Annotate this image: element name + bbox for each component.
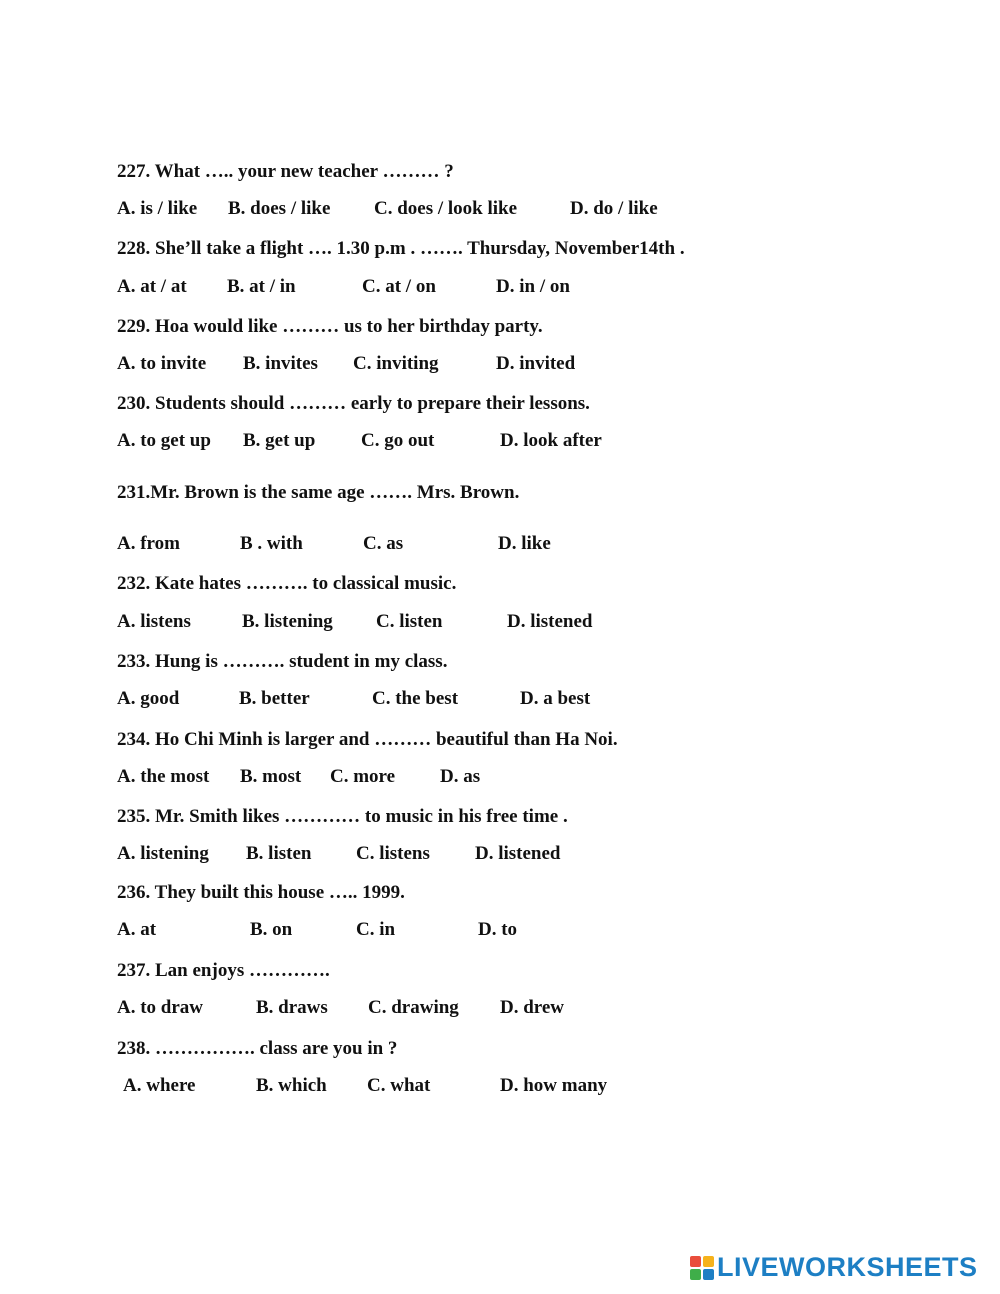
option-d[interactable]: D. drew [500, 997, 565, 1018]
option-c[interactable]: C. what [367, 1075, 431, 1096]
option-d[interactable]: D. invited [496, 353, 576, 374]
option-c[interactable]: C. inviting [353, 353, 439, 374]
option-b[interactable]: B. which [256, 1075, 327, 1096]
option-b[interactable]: B . with [240, 533, 303, 554]
liveworksheets-logo [690, 1252, 978, 1283]
logo-square-green [690, 1269, 701, 1280]
option-c[interactable]: C. go out [361, 430, 435, 451]
option-a[interactable]: A. listening [117, 843, 209, 864]
option-b[interactable]: B. listening [242, 611, 333, 632]
option-a[interactable]: A. to draw [117, 997, 204, 1018]
option-b[interactable]: B. better [239, 688, 310, 709]
logo-square-red [690, 1256, 701, 1267]
option-c[interactable]: C. at / on [362, 276, 436, 297]
option-b[interactable]: B. listen [246, 843, 312, 864]
option-a[interactable]: A. the most [117, 766, 210, 787]
option-c[interactable]: C. in [356, 919, 396, 940]
question-233: 233. Hung is ………. student in my class. [117, 651, 448, 672]
option-a[interactable]: A. from [117, 533, 180, 554]
logo-square-blue [703, 1269, 714, 1280]
option-a[interactable]: A. to invite [117, 353, 207, 374]
question-235: 235. Mr. Smith likes ………… to music in his free time . [117, 806, 568, 827]
logo-text: LIVEWORKSHEETS [717, 1252, 978, 1282]
option-b[interactable]: B. on [250, 919, 293, 940]
option-c[interactable]: C. more [330, 766, 396, 787]
options-238 [117, 1074, 608, 1194]
option-c[interactable]: C. listen [376, 611, 443, 632]
option-c[interactable]: C. drawing [368, 997, 459, 1018]
question-237: 237. Lan enjoys …………. [117, 960, 330, 981]
question-228: 228. She’ll take a flight …. 1.30 p.m . ……. Thursday, November14th . [117, 238, 685, 259]
question-231: 231.Mr. Brown is the same age ……. Mrs. Brown. [117, 482, 520, 503]
option-c[interactable]: C. the best [372, 688, 459, 709]
option-d[interactable]: D. do / like [570, 198, 658, 219]
option-a[interactable]: A. to get up [117, 430, 211, 451]
option-b[interactable]: B. get up [243, 430, 316, 451]
option-a[interactable]: A. listens [117, 611, 191, 632]
question-238: 238. ……………. class are you in ? [117, 1038, 398, 1059]
option-d[interactable]: D. in / on [496, 276, 570, 297]
option-d[interactable]: D. like [498, 533, 551, 554]
question-229: 229. Hoa would like ……… us to her birthday party. [117, 316, 543, 337]
option-d[interactable]: D. as [440, 766, 481, 787]
question-236: 236. They built this house ….. 1999. [117, 882, 405, 903]
question-234: 234. Ho Chi Minh is larger and ……… beautiful than Ha Noi. [117, 729, 618, 750]
option-b[interactable]: B. invites [243, 353, 318, 374]
logo-mark-icon [690, 1256, 714, 1280]
option-d[interactable]: D. how many [500, 1075, 608, 1096]
option-d[interactable]: D. listened [475, 843, 561, 864]
option-a[interactable]: A. at [117, 919, 157, 940]
option-b[interactable]: B. draws [256, 997, 328, 1018]
option-c[interactable]: C. listens [356, 843, 430, 864]
option-b[interactable]: B. at / in [227, 276, 296, 297]
option-b[interactable]: B. does / like [228, 198, 331, 219]
question-230: 230. Students should ……… early to prepare their lessons. [117, 393, 590, 414]
option-d[interactable]: D. look after [500, 430, 602, 451]
option-a[interactable]: A. good [117, 688, 180, 709]
question-227: 227. What ….. your new teacher ……… ? [117, 161, 454, 182]
option-d[interactable]: D. a best [520, 688, 591, 709]
option-d[interactable]: D. listened [507, 611, 593, 632]
option-a[interactable]: A. is / like [117, 198, 198, 219]
option-a[interactable]: A. where [123, 1075, 196, 1096]
question-232: 232. Kate hates ………. to classical music. [117, 573, 457, 594]
option-c[interactable]: C. as [363, 533, 404, 554]
logo-square-yellow [703, 1256, 714, 1267]
option-c[interactable]: C. does / look like [374, 198, 518, 219]
option-d[interactable]: D. to [478, 919, 518, 940]
option-b[interactable]: B. most [240, 766, 302, 787]
option-a[interactable]: A. at / at [117, 276, 187, 297]
